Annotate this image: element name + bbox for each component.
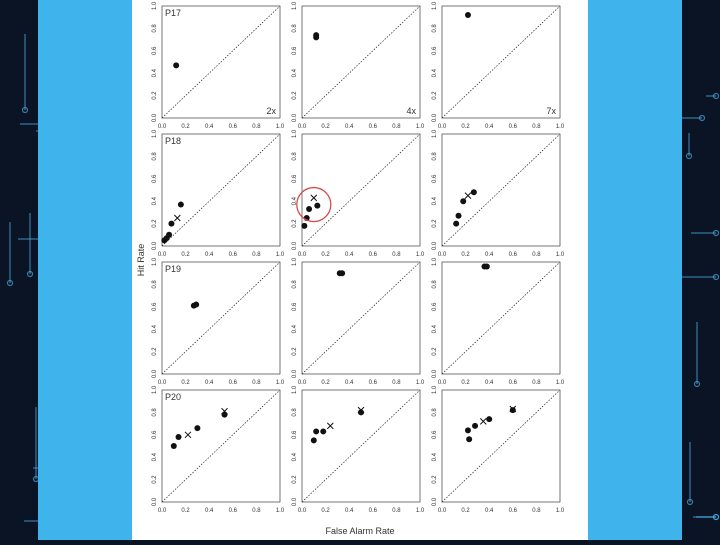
figure-panel <box>132 0 588 540</box>
y-tick-label: 1.0 <box>292 129 298 139</box>
y-tick-label: 0.6 <box>432 430 438 439</box>
row-label: P19 <box>165 264 182 274</box>
x-tick-label: 0.0 <box>297 252 307 258</box>
data-point <box>471 189 477 195</box>
y-tick-label: 1.0 <box>152 385 158 395</box>
y-tick-label: 1.0 <box>432 129 438 139</box>
x-tick-label: 0.8 <box>252 252 261 258</box>
data-point <box>472 423 478 429</box>
x-tick-label: 0.0 <box>437 252 447 258</box>
x-tick-label: 1.0 <box>555 124 565 130</box>
y-axis-label: Hit Rate <box>136 243 146 277</box>
y-tick-label: 0.8 <box>152 280 158 289</box>
x-tick-label: 0.6 <box>508 124 517 130</box>
x-tick-label: 0.2 <box>321 252 330 258</box>
y-tick-label: 0.2 <box>292 475 298 484</box>
data-point <box>484 263 490 269</box>
data-point <box>313 34 319 40</box>
x-tick-label: 0.2 <box>321 380 330 386</box>
x-axis-label: False Alarm Rate <box>325 526 395 536</box>
y-tick-label: 0.4 <box>152 325 158 334</box>
scatter-panel <box>432 257 565 386</box>
x-tick-label: 0.6 <box>368 252 377 258</box>
y-tick-label: 0.8 <box>432 152 438 161</box>
x-tick-label: 0.2 <box>181 252 190 258</box>
y-tick-label: 0.0 <box>432 241 438 251</box>
y-tick-label: 0.8 <box>292 152 298 161</box>
x-tick-label: 1.0 <box>555 508 565 514</box>
data-point <box>306 206 312 212</box>
x-tick-label: 0.8 <box>392 508 401 514</box>
x-tick-label: 0.6 <box>228 508 237 514</box>
condition-label: 7x <box>546 106 556 116</box>
y-tick-label: 0.8 <box>432 24 438 33</box>
x-tick-label: 0.4 <box>345 380 354 386</box>
data-point <box>510 407 516 413</box>
y-tick-label: 0.2 <box>152 475 158 484</box>
x-tick-label: 1.0 <box>555 252 565 258</box>
y-tick-label: 0.2 <box>432 91 438 100</box>
data-point <box>339 270 345 276</box>
x-tick-label: 0.0 <box>297 508 307 514</box>
x-tick-label: 0.6 <box>228 380 237 386</box>
x-tick-label: 0.4 <box>345 508 354 514</box>
data-point <box>465 427 471 433</box>
x-tick-label: 0.8 <box>252 380 261 386</box>
x-tick-label: 1.0 <box>555 380 565 386</box>
y-tick-label: 0.4 <box>432 453 438 462</box>
y-tick-label: 0.6 <box>432 46 438 55</box>
x-tick-label: 0.2 <box>321 508 330 514</box>
x-tick-label: 0.6 <box>508 252 517 258</box>
scatter-panel <box>432 385 565 514</box>
x-tick-label: 1.0 <box>415 252 425 258</box>
y-tick-label: 0.8 <box>292 408 298 417</box>
y-tick-label: 0.6 <box>152 174 158 183</box>
y-tick-label: 0.0 <box>432 497 438 507</box>
data-point <box>320 428 326 434</box>
scatter-panel <box>152 385 285 514</box>
y-tick-label: 0.2 <box>152 347 158 356</box>
y-tick-label: 0.0 <box>152 369 158 379</box>
y-tick-label: 0.0 <box>292 369 298 379</box>
x-tick-label: 0.0 <box>157 124 167 130</box>
y-tick-label: 1.0 <box>432 385 438 395</box>
x-tick-label: 0.6 <box>508 508 517 514</box>
y-tick-label: 0.8 <box>292 280 298 289</box>
y-tick-label: 0.2 <box>292 347 298 356</box>
y-tick-label: 0.0 <box>152 497 158 507</box>
scatter-panel <box>292 1 425 130</box>
x-tick-label: 0.2 <box>181 380 190 386</box>
y-tick-label: 0.6 <box>292 46 298 55</box>
row-label: P17 <box>165 8 182 18</box>
x-tick-label: 0.0 <box>297 124 307 130</box>
x-tick-label: 0.4 <box>485 252 494 258</box>
row-label: P18 <box>165 136 182 146</box>
y-tick-label: 0.0 <box>292 113 298 123</box>
y-tick-label: 0.2 <box>432 475 438 484</box>
y-tick-label: 0.4 <box>152 197 158 206</box>
data-point <box>301 223 307 229</box>
data-point <box>313 428 319 434</box>
x-tick-label: 0.6 <box>368 380 377 386</box>
data-point <box>453 221 459 227</box>
data-point <box>173 62 179 68</box>
x-tick-label: 0.2 <box>461 252 470 258</box>
y-tick-label: 0.0 <box>152 113 158 123</box>
condition-label: 2x <box>266 106 276 116</box>
scatter-panel <box>432 129 565 258</box>
y-tick-label: 0.4 <box>432 197 438 206</box>
x-tick-label: 0.4 <box>345 124 354 130</box>
x-tick-label: 1.0 <box>275 124 285 130</box>
x-tick-label: 0.6 <box>368 124 377 130</box>
y-tick-label: 0.0 <box>152 241 158 251</box>
data-point <box>176 434 182 440</box>
x-tick-label: 0.0 <box>157 252 167 258</box>
x-tick-label: 0.2 <box>321 124 330 130</box>
y-tick-label: 1.0 <box>292 385 298 395</box>
x-tick-label: 0.8 <box>252 124 261 130</box>
y-tick-label: 0.8 <box>152 24 158 33</box>
x-tick-label: 0.4 <box>205 252 214 258</box>
x-tick-label: 0.8 <box>252 508 261 514</box>
row-label: P20 <box>165 392 182 402</box>
y-tick-label: 1.0 <box>432 1 438 11</box>
data-point <box>311 437 317 443</box>
y-tick-label: 0.2 <box>152 91 158 100</box>
data-point <box>166 232 172 238</box>
x-tick-label: 1.0 <box>415 124 425 130</box>
y-tick-label: 0.6 <box>292 430 298 439</box>
x-tick-label: 1.0 <box>275 380 285 386</box>
y-tick-label: 0.8 <box>432 408 438 417</box>
data-point <box>193 302 199 308</box>
y-tick-label: 0.0 <box>432 369 438 379</box>
x-tick-label: 0.4 <box>485 380 494 386</box>
y-tick-label: 0.2 <box>152 219 158 228</box>
data-point <box>171 443 177 449</box>
y-tick-label: 1.0 <box>292 257 298 267</box>
data-point <box>314 203 320 209</box>
y-tick-label: 1.0 <box>292 1 298 11</box>
x-tick-label: 0.6 <box>368 508 377 514</box>
x-tick-label: 0.0 <box>157 508 167 514</box>
y-tick-label: 0.0 <box>292 241 298 251</box>
y-tick-label: 0.4 <box>432 69 438 78</box>
x-tick-label: 1.0 <box>415 380 425 386</box>
scatter-panel <box>432 1 565 130</box>
data-point <box>460 198 466 204</box>
scatter-panel <box>152 1 285 130</box>
y-tick-label: 0.6 <box>292 302 298 311</box>
x-tick-label: 0.2 <box>461 380 470 386</box>
x-tick-label: 0.0 <box>297 380 307 386</box>
y-tick-label: 0.4 <box>152 453 158 462</box>
x-tick-label: 1.0 <box>275 252 285 258</box>
scatter-panel-grid <box>132 0 588 540</box>
scatter-panel <box>292 385 425 514</box>
x-tick-label: 0.4 <box>485 124 494 130</box>
data-point <box>466 436 472 442</box>
scatter-panel <box>292 129 425 258</box>
y-tick-label: 0.4 <box>292 325 298 334</box>
x-tick-label: 0.6 <box>228 124 237 130</box>
y-tick-label: 0.4 <box>292 453 298 462</box>
data-point <box>465 12 471 18</box>
y-tick-label: 0.8 <box>432 280 438 289</box>
y-tick-label: 0.6 <box>152 46 158 55</box>
x-tick-label: 0.8 <box>392 124 401 130</box>
x-tick-label: 1.0 <box>275 508 285 514</box>
x-tick-label: 0.4 <box>205 508 214 514</box>
x-tick-label: 0.6 <box>228 252 237 258</box>
x-tick-label: 0.4 <box>205 124 214 130</box>
y-tick-label: 0.6 <box>152 302 158 311</box>
y-tick-label: 0.4 <box>292 197 298 206</box>
y-tick-label: 1.0 <box>432 257 438 267</box>
data-point <box>456 213 462 219</box>
scatter-panel <box>152 129 285 258</box>
x-tick-label: 0.8 <box>392 252 401 258</box>
x-tick-label: 0.8 <box>532 124 541 130</box>
y-tick-label: 0.6 <box>432 302 438 311</box>
y-tick-label: 1.0 <box>152 1 158 11</box>
data-point <box>486 416 492 422</box>
x-tick-label: 0.0 <box>437 380 447 386</box>
x-tick-label: 0.0 <box>437 124 447 130</box>
y-tick-label: 0.8 <box>292 24 298 33</box>
accent-band-right <box>588 0 682 540</box>
x-tick-label: 0.2 <box>461 508 470 514</box>
y-tick-label: 0.8 <box>152 152 158 161</box>
y-tick-label: 0.6 <box>292 174 298 183</box>
data-point <box>168 221 174 227</box>
x-tick-label: 0.0 <box>157 380 167 386</box>
y-tick-label: 1.0 <box>152 257 158 267</box>
x-tick-label: 0.4 <box>205 380 214 386</box>
y-tick-label: 0.2 <box>432 219 438 228</box>
x-tick-label: 0.8 <box>532 252 541 258</box>
y-tick-label: 0.0 <box>292 497 298 507</box>
x-tick-label: 0.2 <box>181 508 190 514</box>
x-tick-label: 0.4 <box>485 508 494 514</box>
data-point <box>194 425 200 431</box>
y-tick-label: 0.2 <box>292 219 298 228</box>
y-tick-label: 0.4 <box>432 325 438 334</box>
y-tick-label: 0.4 <box>292 69 298 78</box>
y-tick-label: 0.2 <box>432 347 438 356</box>
y-tick-label: 1.0 <box>152 129 158 139</box>
accent-band-left <box>38 0 132 540</box>
y-tick-label: 0.2 <box>292 91 298 100</box>
y-tick-label: 0.6 <box>432 174 438 183</box>
data-point <box>222 412 228 418</box>
y-tick-label: 0.8 <box>152 408 158 417</box>
x-tick-label: 0.4 <box>345 252 354 258</box>
condition-label: 4x <box>406 106 416 116</box>
x-tick-label: 0.8 <box>392 380 401 386</box>
data-point <box>178 202 184 208</box>
y-tick-label: 0.0 <box>432 113 438 123</box>
x-tick-label: 0.0 <box>437 508 447 514</box>
y-tick-label: 0.6 <box>152 430 158 439</box>
x-tick-label: 0.8 <box>532 508 541 514</box>
x-tick-label: 1.0 <box>415 508 425 514</box>
x-tick-label: 0.2 <box>181 124 190 130</box>
x-tick-label: 0.2 <box>461 124 470 130</box>
scatter-panel <box>292 257 425 386</box>
y-tick-label: 0.4 <box>152 69 158 78</box>
scatter-panel <box>152 257 285 386</box>
x-tick-label: 0.6 <box>508 380 517 386</box>
x-tick-label: 0.8 <box>532 380 541 386</box>
